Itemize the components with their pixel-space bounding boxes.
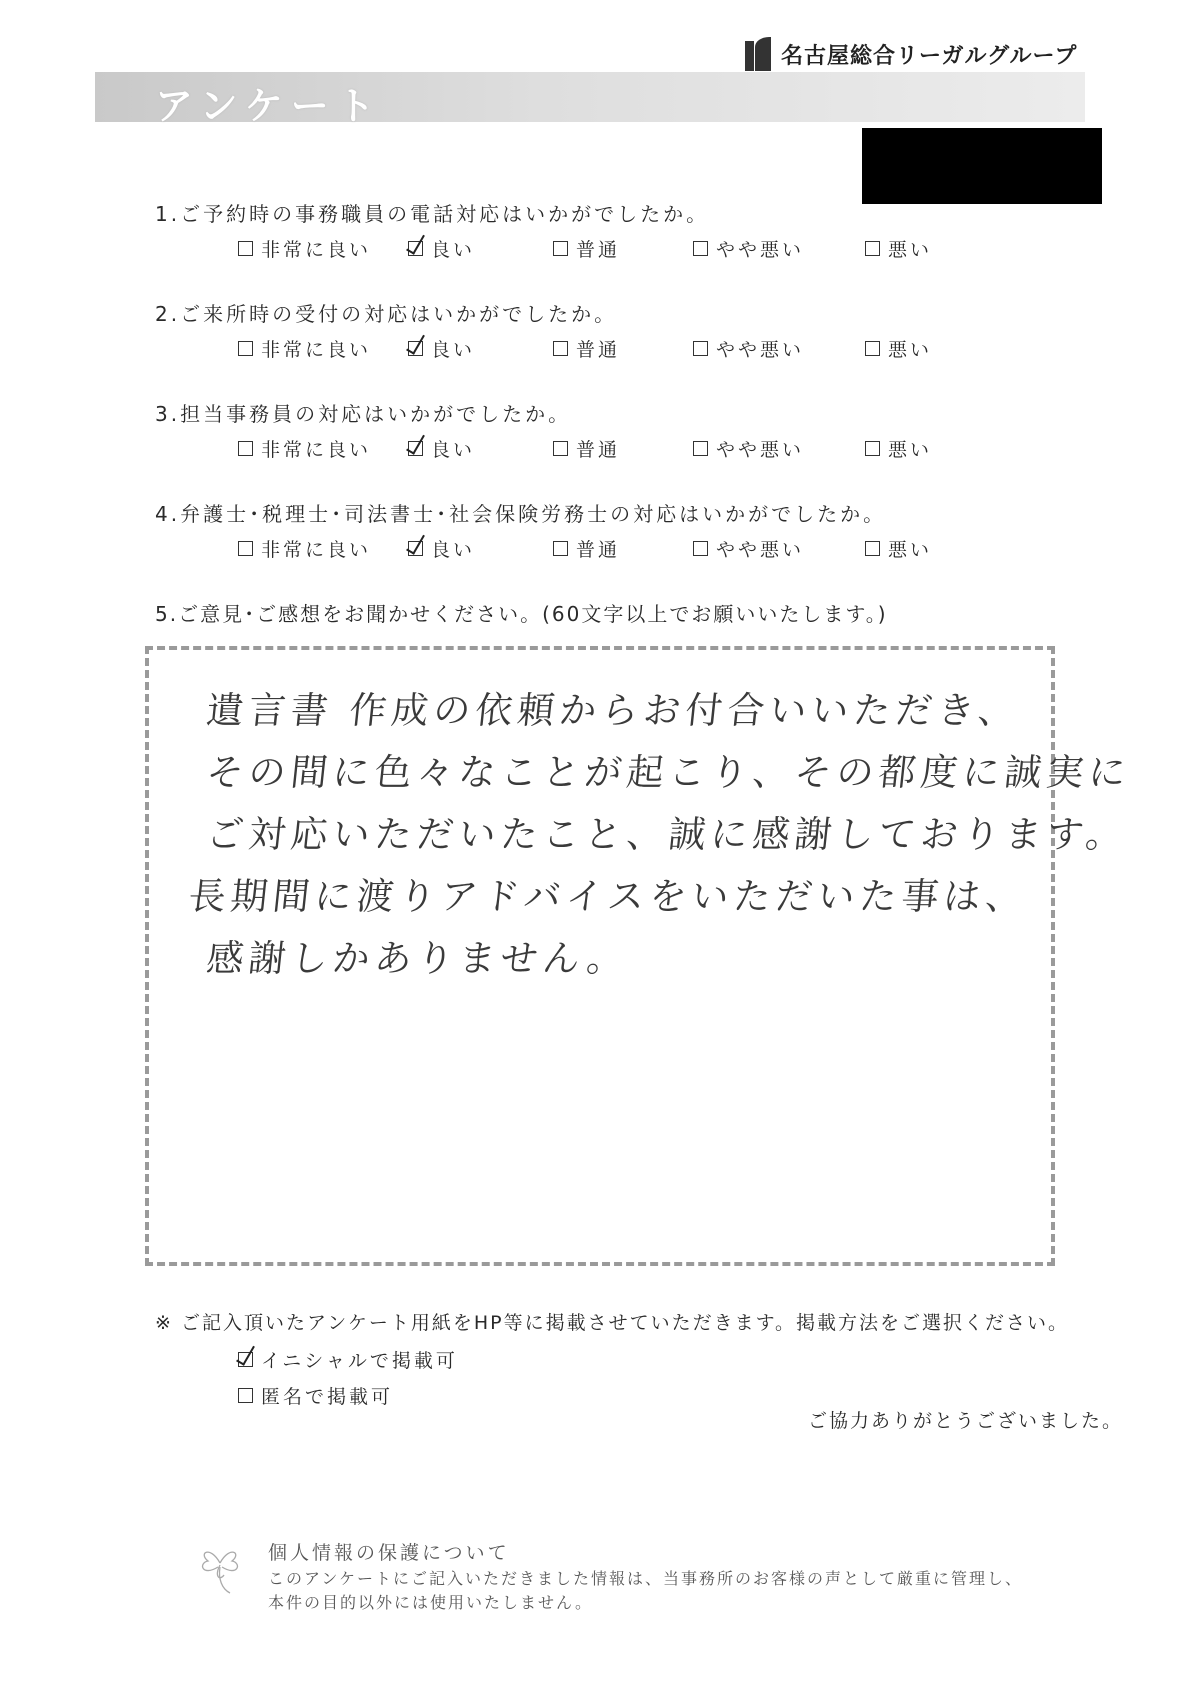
question-5: 5.ご意見･ご感想をお聞かせください。(60文字以上でお願いいたします。) <box>155 602 888 626</box>
choice-label: 匿名で掲載可 <box>261 1386 394 1408</box>
page-title: アンケート <box>155 84 383 128</box>
checkbox-icon[interactable] <box>693 241 708 256</box>
option-excellent[interactable] <box>238 335 371 362</box>
checkbox-icon[interactable] <box>553 341 568 356</box>
checkbox-icon[interactable] <box>238 341 253 356</box>
thanks-text: ご協力ありがとうございました。 <box>808 1410 1124 1432</box>
option-label: 普通 <box>576 239 621 261</box>
option-label: 悪い <box>888 539 933 561</box>
question-1: 1.ご予約時の事務職員の電話対応はいかがでしたか。 <box>155 202 710 226</box>
checkbox-icon[interactable] <box>865 441 880 456</box>
option-label: 良い <box>431 539 476 561</box>
checkbox-icon[interactable] <box>238 541 253 556</box>
publish-note: ※ ご記入頂いたアンケート用紙をHP等に掲載させていただきます。掲載方法をご選択ください。 <box>155 1312 1070 1334</box>
comment-box[interactable] <box>145 646 1133 1266</box>
brand-logo <box>745 34 1077 74</box>
option-somewhat-bad[interactable] <box>693 535 804 562</box>
checkbox-checked-icon[interactable] <box>408 441 423 456</box>
checkbox-icon[interactable] <box>553 541 568 556</box>
checkbox-checked-icon[interactable] <box>408 241 423 256</box>
privacy-line: このアンケートにご記入いただきました情報は、当事務所のお客様の声として厳重に管理し、 <box>268 1569 1024 1588</box>
checkbox-icon[interactable] <box>238 241 253 256</box>
option-excellent[interactable] <box>238 435 371 462</box>
option-label: やや悪い <box>716 239 805 261</box>
option-good[interactable] <box>408 235 475 262</box>
question-4-options <box>238 535 958 565</box>
publish-choice-anonymous[interactable] <box>238 1382 393 1409</box>
question-2-options <box>238 335 958 365</box>
option-bad[interactable] <box>865 235 932 262</box>
option-label: やや悪い <box>716 339 805 361</box>
option-average[interactable] <box>553 435 620 462</box>
option-good[interactable] <box>408 535 475 562</box>
option-label: 普通 <box>576 339 621 361</box>
question-3: 3.担当事務員の対応はいかがでしたか。 <box>155 402 572 426</box>
option-somewhat-bad[interactable] <box>693 435 804 462</box>
handwritten-line: 長期間に渡りアドバイスをいただいた事は、 <box>186 875 1030 918</box>
option-somewhat-bad[interactable] <box>693 235 804 262</box>
option-label: 普通 <box>576 439 621 461</box>
choice-label: イニシャルで掲載可 <box>261 1350 458 1372</box>
option-label: 良い <box>431 239 476 261</box>
option-label: 悪い <box>888 239 933 261</box>
option-somewhat-bad[interactable] <box>693 335 804 362</box>
question-3-options <box>238 435 958 465</box>
checkbox-icon[interactable] <box>693 341 708 356</box>
checkbox-icon[interactable] <box>553 241 568 256</box>
question-1-options <box>238 235 958 265</box>
option-label: 非常に良い <box>261 339 372 361</box>
handwritten-line: その間に色々なことが起こり、その都度に誠実に <box>204 751 1133 794</box>
option-excellent[interactable] <box>238 235 371 262</box>
option-label: やや悪い <box>716 539 805 561</box>
redacted-name-block <box>862 128 1102 204</box>
checkbox-icon[interactable] <box>238 1388 253 1403</box>
question-2: 2.ご来所時の受付の対応はいかがでしたか。 <box>155 302 618 326</box>
option-label: 良い <box>431 339 476 361</box>
clover-icon <box>190 1535 250 1599</box>
option-label: 良い <box>431 439 476 461</box>
option-average[interactable] <box>553 235 620 262</box>
checkbox-icon[interactable] <box>553 441 568 456</box>
brand-mark-icon <box>745 37 771 71</box>
question-4: 4.弁護士･税理士･司法書士･社会保険労務士の対応はいかがでしたか。 <box>155 502 887 526</box>
option-excellent[interactable] <box>238 535 371 562</box>
checkbox-checked-icon[interactable] <box>408 341 423 356</box>
publish-choice-initials[interactable] <box>238 1346 458 1373</box>
option-bad[interactable] <box>865 535 932 562</box>
option-good[interactable] <box>408 435 475 462</box>
privacy-title: 個人情報の保護について <box>268 1542 510 1564</box>
handwritten-line: ご対応いただいたこと、誠に感謝しております。 <box>204 813 1130 856</box>
option-label: 非常に良い <box>261 439 372 461</box>
handwritten-line: 遺言書 作成の依頼からお付合いいただき、 <box>204 689 1023 732</box>
checkbox-icon[interactable] <box>238 441 253 456</box>
handwritten-line: 感謝しかありません。 <box>204 937 632 980</box>
checkbox-icon[interactable] <box>693 441 708 456</box>
option-label: 非常に良い <box>261 539 372 561</box>
option-bad[interactable] <box>865 335 932 362</box>
checkbox-icon[interactable] <box>865 541 880 556</box>
checkbox-icon[interactable] <box>693 541 708 556</box>
title-band <box>95 72 1085 128</box>
option-average[interactable] <box>553 335 620 362</box>
brand-name: 名古屋総合リーガルグループ <box>781 43 1078 69</box>
option-label: 悪い <box>888 439 933 461</box>
checkbox-checked-icon[interactable] <box>238 1352 253 1367</box>
privacy-line: 本件の目的以外には使用いたしません。 <box>268 1593 593 1612</box>
option-good[interactable] <box>408 335 475 362</box>
option-label: やや悪い <box>716 439 805 461</box>
option-label: 非常に良い <box>261 239 372 261</box>
option-label: 普通 <box>576 539 621 561</box>
option-average[interactable] <box>553 535 620 562</box>
checkbox-checked-icon[interactable] <box>408 541 423 556</box>
checkbox-icon[interactable] <box>865 241 880 256</box>
checkbox-icon[interactable] <box>865 341 880 356</box>
option-bad[interactable] <box>865 435 932 462</box>
option-label: 悪い <box>888 339 933 361</box>
